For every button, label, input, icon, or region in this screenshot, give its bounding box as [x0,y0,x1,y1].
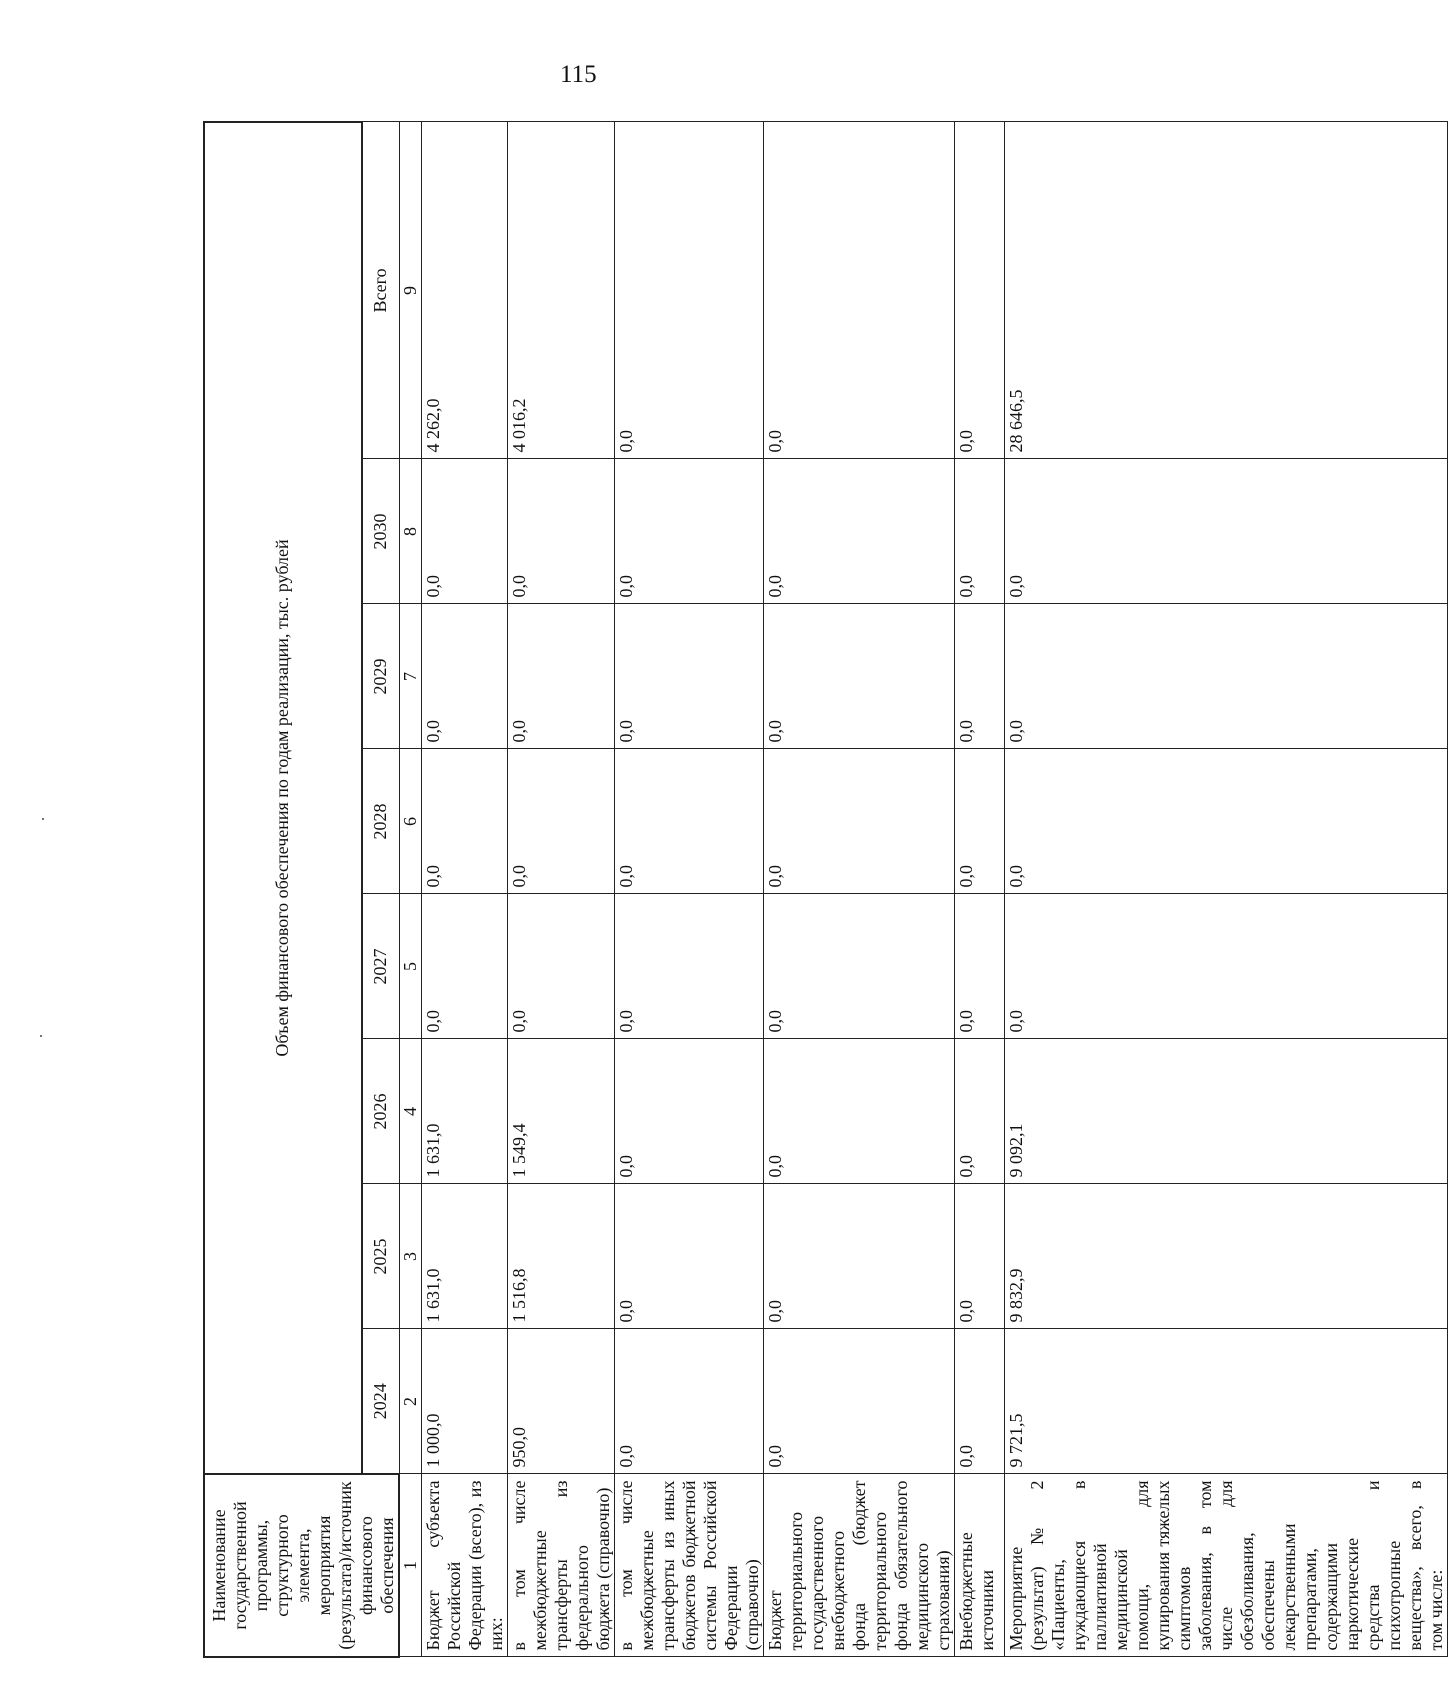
row-value: 0,0 [764,749,955,894]
column-index: 5 [399,894,422,1039]
row-value: 0,0 [955,1329,1005,1474]
header-year-2030: 2030 [362,459,399,604]
row-total: 0,0 [615,122,764,459]
row-name: Внебюджетные источники [955,1474,1005,1657]
row-total: 28 646,5 [1005,122,1448,459]
row-value: 0,0 [508,604,615,749]
row-value: 0,0 [1005,894,1448,1039]
table-row [615,122,764,1657]
row-value: 0,0 [1005,604,1448,749]
row-name: Мероприятие (результат) № 2 «Пациенты, нуждающиеся в паллиативной медицинской помощи, для купирования тяжелых симптомов заболевания, в том числе для обезболивания, обеспечены лекарственными препаратами, содержащими наркотические средства и психотропные вещества», всего, в том числе: [1005,1474,1448,1657]
row-value: 0,0 [955,459,1005,604]
table-row [508,122,615,1657]
header-year-2026: 2026 [362,1039,399,1184]
row-value: 0,0 [615,1329,764,1474]
row-total: 4 016,2 [508,122,615,459]
row-name: в том числе межбюджетные трансферты из федерального бюджета (справочно) [508,1474,615,1657]
row-name: в том числе межбюджетные трансферты из иных бюджетов бюджетной системы Российской Федерации (справочно) [615,1474,764,1657]
row-value: 9 832,9 [1005,1184,1448,1329]
header-financing-group: Объем финансового обеспечения по годам реализации, тыс. рублей [204,122,362,1474]
table-row [422,122,508,1657]
row-name: Бюджет территориального государственного внебюджетного фонда (бюджет территориального фонда обязательного медицинского страхования) [764,1474,955,1657]
row-value: 0,0 [508,459,615,604]
header-year-2027: 2027 [362,894,399,1039]
row-value: 0,0 [955,604,1005,749]
row-value: 0,0 [955,749,1005,894]
row-total: 4 262,0 [422,122,508,459]
header-year-2025: 2025 [362,1184,399,1329]
row-value: 0,0 [764,1039,955,1184]
header-name-column: Наименование государственной программы, структурного элемента, мероприятия (результата)/источник финансового обеспечения [204,1474,399,1657]
table-row [955,122,1005,1657]
row-value: 1 000,0 [422,1329,508,1474]
row-value: 0,0 [764,1184,955,1329]
financing-table [203,121,1448,1658]
row-value: 0,0 [955,1039,1005,1184]
row-name: Бюджет субъекта Российской Федерации (всего), из них: [422,1474,508,1657]
row-value: 1 631,0 [422,1039,508,1184]
row-value: 0,0 [422,894,508,1039]
row-total: 0,0 [764,122,955,459]
row-value: 9 721,5 [1005,1329,1448,1474]
row-value: 0,0 [615,749,764,894]
table-row [764,122,955,1657]
row-value: 0,0 [955,1184,1005,1329]
row-value: 0,0 [1005,459,1448,604]
header-year-2024: 2024 [362,1329,399,1474]
scan-speck [40,1035,42,1037]
row-total: 0,0 [955,122,1005,459]
column-index: 8 [399,459,422,604]
page-number: 115 [560,61,597,88]
row-value: 0,0 [508,749,615,894]
row-value: 0,0 [955,894,1005,1039]
column-index: 3 [399,1184,422,1329]
table-row [1005,122,1448,1657]
row-value: 9 092,1 [1005,1039,1448,1184]
scan-speck [42,818,44,820]
column-index: 6 [399,749,422,894]
row-value: 1 631,0 [422,1184,508,1329]
row-value: 0,0 [422,604,508,749]
column-index: 1 [399,1474,422,1657]
row-value: 0,0 [615,1184,764,1329]
header-year-2029: 2029 [362,604,399,749]
row-value: 0,0 [764,459,955,604]
row-value: 0,0 [1005,749,1448,894]
row-value: 0,0 [508,894,615,1039]
financing-table-rotated [203,123,1446,1658]
column-index: 9 [399,122,422,459]
row-value: 0,0 [422,459,508,604]
row-value: 0,0 [764,894,955,1039]
row-value: 0,0 [422,749,508,894]
row-value: 0,0 [764,1329,955,1474]
row-value: 0,0 [615,604,764,749]
row-value: 0,0 [615,1039,764,1184]
row-value: 0,0 [615,894,764,1039]
row-value: 1 549,4 [508,1039,615,1184]
row-value: 0,0 [764,604,955,749]
column-index: 7 [399,604,422,749]
row-value: 950,0 [508,1329,615,1474]
column-index: 4 [399,1039,422,1184]
row-value: 1 516,8 [508,1184,615,1329]
row-value: 0,0 [615,459,764,604]
header-year-2028: 2028 [362,749,399,894]
header-total: Всего [362,122,399,459]
column-index: 2 [399,1329,422,1474]
